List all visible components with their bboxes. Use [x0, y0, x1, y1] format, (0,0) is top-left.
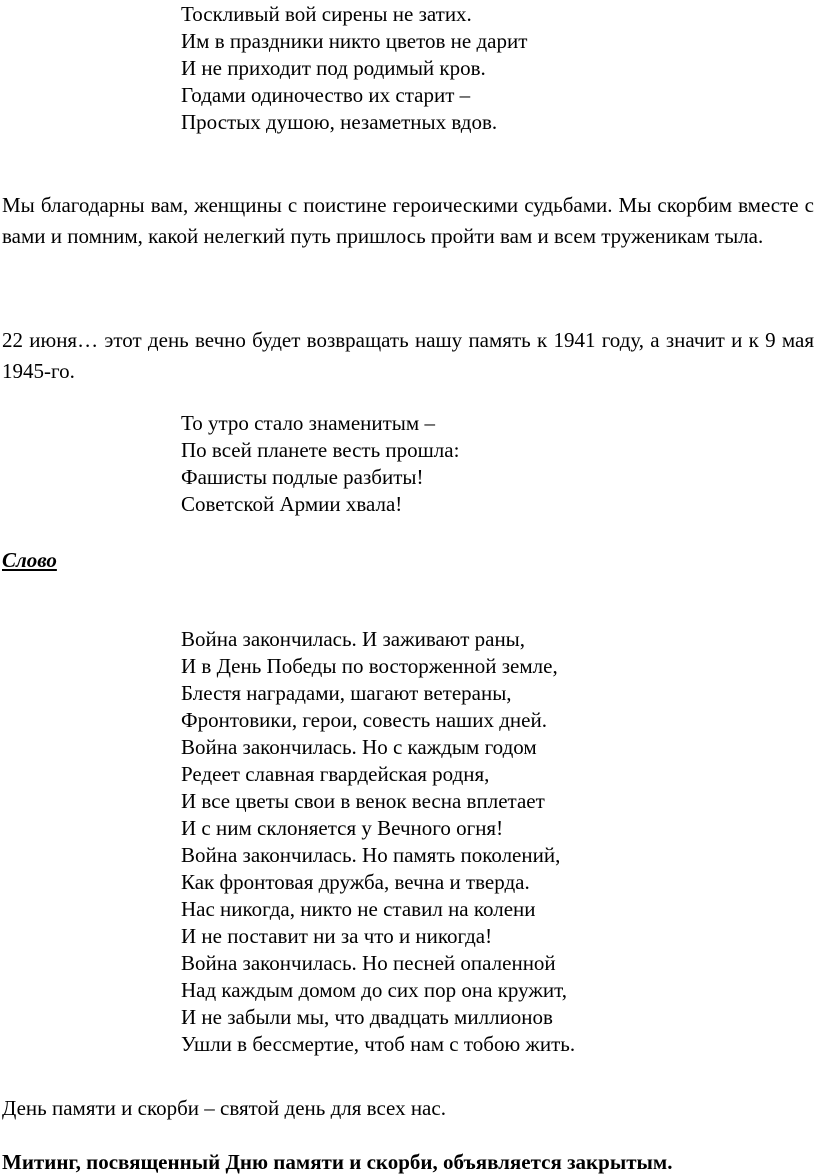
poem-stanza-widows	[181, 1, 527, 136]
poem-line: Советской Армии хвала!	[181, 492, 403, 516]
poem-line: Фронтовики, герои, совесть наших дней.	[181, 708, 547, 732]
poem-line: Блестя наградами, шагают ветераны,	[181, 681, 512, 705]
poem-line: Редеет славная гвардейская родня,	[181, 762, 490, 786]
poem-line: Им в праздники никто цветов не дарит	[181, 29, 528, 53]
poem-line: И не забыли мы, что двадцать миллионов	[181, 1005, 553, 1029]
section-heading: Слово	[2, 548, 57, 572]
poem-line: И в День Победы по восторженной земле,	[181, 654, 558, 678]
final-statement: Митинг, посвященный Дню памяти и скорби, объявляется закрытым.	[2, 1150, 673, 1174]
poem-line: Годами одиночество их старит –	[181, 83, 471, 107]
poem-line: Война закончилась. Но с каждым годом	[181, 735, 537, 759]
poem-line: И все цветы свои в венок весна вплетает	[181, 789, 545, 813]
poem-line: Нас никогда, никто не ставил на колени	[181, 897, 536, 921]
poem-line: По всей планете весть прошла:	[181, 438, 460, 462]
poem-line: Ушли в бессмертие, чтоб нам с тобою жить.	[181, 1032, 576, 1056]
poem-line: Как фронтовая дружба, вечна и тверда.	[181, 870, 530, 894]
poem-stanza-victory-morning	[181, 410, 459, 518]
poem-line: То утро стало знаменитым –	[181, 411, 435, 435]
poem-line: И с ним склоняется у Вечного огня!	[181, 816, 504, 840]
poem-line: И не приходит под родимый кров.	[181, 56, 486, 80]
june-22-paragraph: 22 июня… этот день вечно будет возвращать нашу память к 1941 году, а значит и к 9 мая 1945-го.	[2, 328, 814, 383]
poem-line: Война закончилась. Но память поколений,	[181, 843, 561, 867]
poem-line: Тоскливый вой сирены не затих.	[181, 2, 472, 26]
gratitude-paragraph: Мы благодарны вам, женщины с поистине героическими судьбами. Мы скорбим вместе с вами и помним, какой нелегкий путь пришлось пройти вам и всем труженикам тыла.	[2, 193, 814, 248]
closing-line: День памяти и скорби – святой день для всех нас.	[2, 1096, 446, 1120]
poem-line: Над каждым домом до сих пор она кружит,	[181, 978, 567, 1002]
poem-line: И не поставит ни за что и никогда!	[181, 924, 493, 948]
poem-line: Война закончилась. И заживают раны,	[181, 627, 526, 651]
poem-line: Война закончилась. Но песней опаленной	[181, 951, 556, 975]
poem-line: Простых душою, незаметных вдов.	[181, 110, 498, 134]
poem-stanza-war-ended	[181, 626, 575, 1058]
poem-line: Фашисты подлые разбиты!	[181, 465, 424, 489]
